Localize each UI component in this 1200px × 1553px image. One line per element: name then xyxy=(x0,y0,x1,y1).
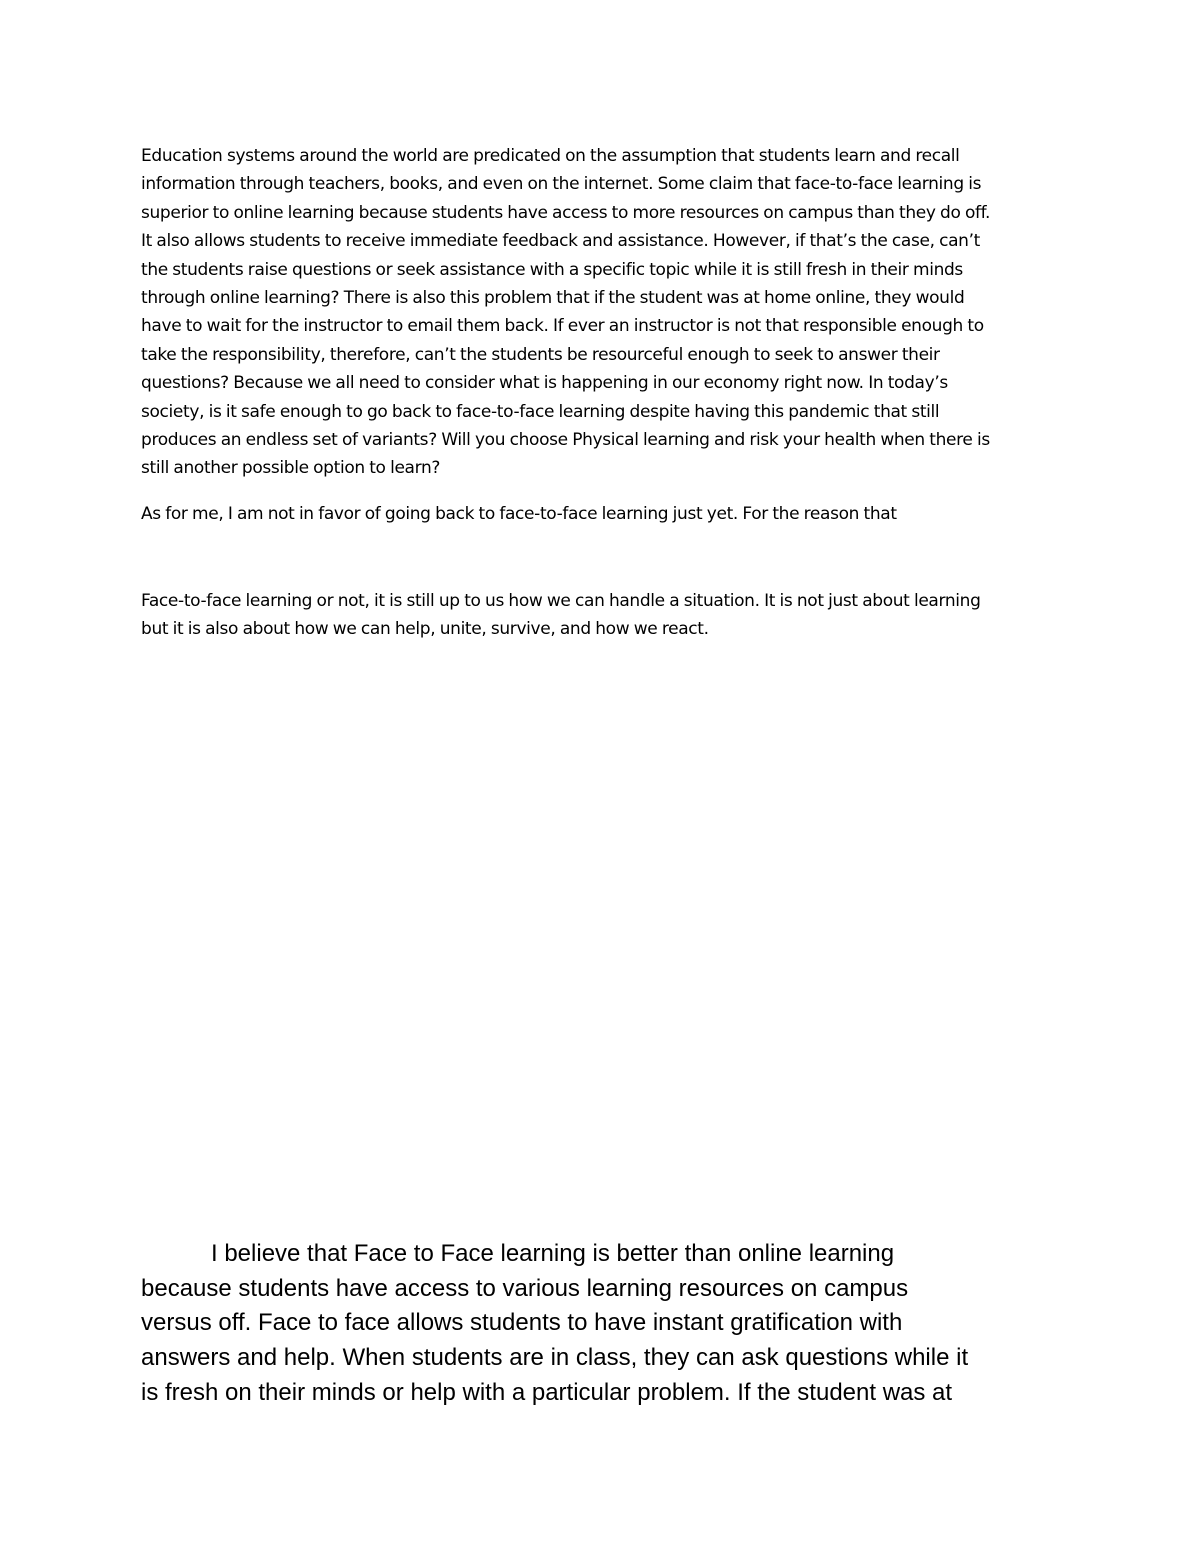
intro-line: information through teachers, books, and even on the internet. Some claim that face-to-face learning is xyxy=(141,174,982,195)
draft-line-text: I believe that Face to Face learning is better than online learning xyxy=(211,1240,895,1267)
intro-line: society, is it safe enough to go back to face-to-face learning despite having this pandemic that still xyxy=(141,401,940,422)
draft-line: because students have access to various learning resources on campus xyxy=(141,1274,909,1302)
stance-line: As for me, I am not in favor of going back to face-to-face learning just yet. For the reason that xyxy=(141,504,897,524)
conclusion-line: Face-to-face learning or not, it is still up to us how we can handle a situation. It is not just about learning xyxy=(141,591,981,611)
intro-paragraph xyxy=(141,142,1066,483)
intro-line: It also allows students to receive immediate feedback and assistance. However, if that’s the case, can’t xyxy=(141,231,980,252)
intro-line: still another possible option to learn? xyxy=(141,458,441,479)
conclusion-paragraph xyxy=(141,587,1066,644)
draft-line-first xyxy=(141,1237,1071,1272)
intro-line: superior to online learning because students have access to more resources on campus than they do off. xyxy=(141,202,991,223)
conclusion-line: but it is also about how we can help, unite, survive, and how we react. xyxy=(141,619,709,640)
intro-line: through online learning? There is also this problem that if the student was at home online, they would xyxy=(141,287,965,308)
draft-line: is fresh on their minds or help with a particular problem. If the student was at xyxy=(141,1378,953,1406)
draft-paragraph xyxy=(141,1237,1071,1410)
intro-line: take the responsibility, therefore, can’t the students be resourceful enough to seek to answer their xyxy=(141,344,940,365)
intro-line: the students raise questions or seek assistance with a specific topic while it is still fresh in their minds xyxy=(141,259,963,280)
intro-line: produces an endless set of variants? Will you choose Physical learning and risk your health when there is xyxy=(141,429,990,450)
intro-line: Education systems around the world are predicated on the assumption that students learn and recall xyxy=(141,146,960,166)
draft-line: versus off. Face to face allows students to have instant gratification with xyxy=(141,1309,903,1337)
intro-line: have to wait for the instructor to email them back. If ever an instructor is not that responsible enough to xyxy=(141,316,984,337)
stance-paragraph xyxy=(141,500,1066,528)
draft-line: answers and help. When students are in class, they can ask questions while it xyxy=(141,1344,969,1372)
intro-line: questions? Because we all need to consider what is happening in our economy right now. In today’s xyxy=(141,373,948,394)
